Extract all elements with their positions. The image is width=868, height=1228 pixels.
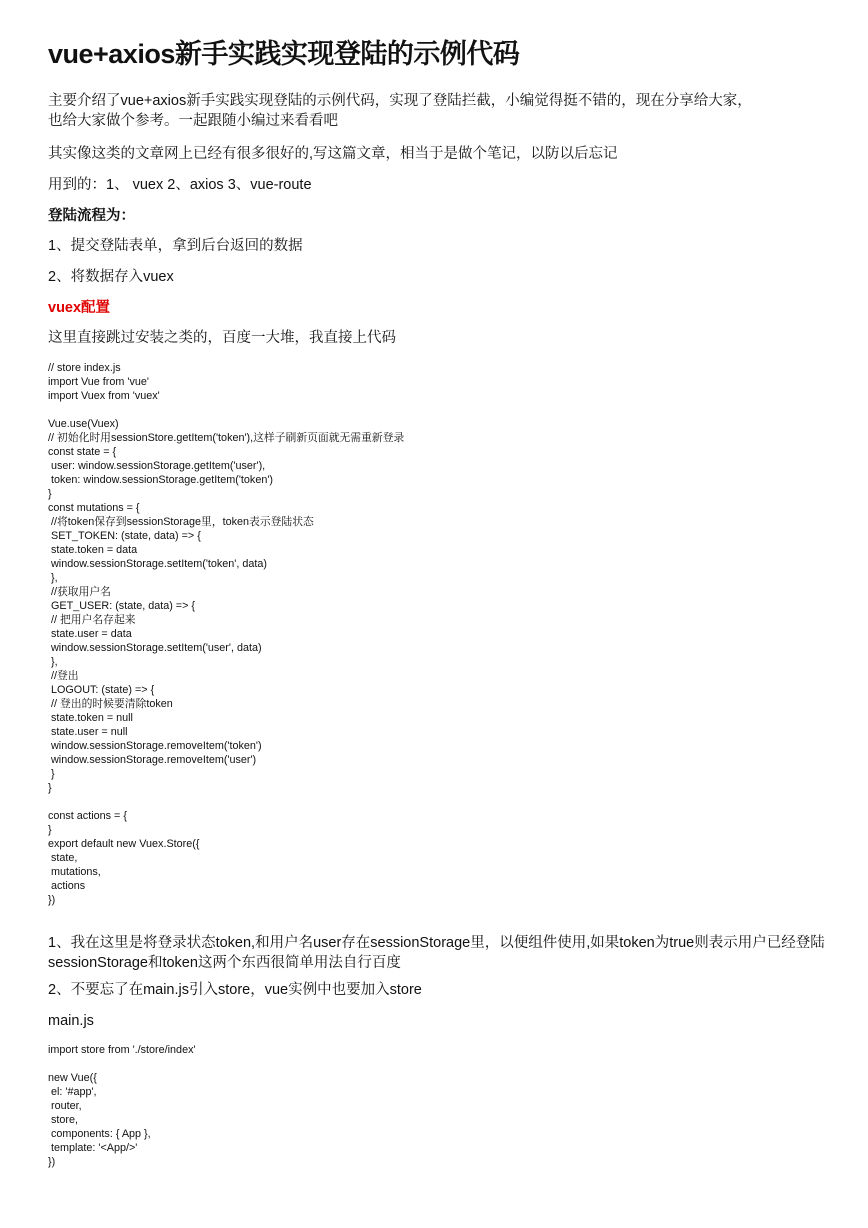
note-2: 2、不要忘了在main.js引入store，vue实例中也要加入store — [48, 982, 422, 998]
code-line: state.user = data — [48, 628, 132, 640]
code-line: // 初始化时用sessionStore.getItem('token'),这样子刷新页面就无需重新登录 — [48, 432, 405, 444]
page-title: vue+axios新手实践实现登陆的示例代码 — [48, 39, 520, 69]
paragraph-note-purpose: 其实像这类的文章网上已经有很多很好的,写这篇文章，相当于是做个笔记，以防以后忘记 — [48, 146, 618, 162]
code-line: window.sessionStorage.removeItem('token') — [48, 740, 262, 752]
paragraph-tools-used: 用到的：1、 vuex 2、axios 3、vue-route — [48, 177, 312, 193]
code-block-store — [48, 361, 404, 907]
intro-paragraph: 主要介绍了vue+axios新手实践实现登陆的示例代码，实现了登陆拦截，小编觉得挺不错的，现在分享给大家， 也给大家做个参考。一起跟随小编过来看看吧 — [48, 93, 752, 129]
code-line: components: { App }, — [48, 1128, 151, 1140]
code-line: SET_TOKEN: (state, data) => { — [48, 530, 201, 542]
code-line: LOGOUT: (state) => { — [48, 684, 155, 696]
code-block-main — [48, 1043, 196, 1169]
code-line: router, — [48, 1100, 82, 1112]
step-1: 1、提交登陆表单，拿到后台返回的数据 — [48, 238, 303, 254]
code-line: import Vuex from 'vuex' — [48, 390, 160, 402]
code-line: user: window.sessionStorage.getItem('user'), — [48, 460, 266, 472]
code-line: actions — [48, 880, 86, 892]
code-line: }, — [48, 656, 58, 668]
code-line: } — [48, 488, 52, 500]
code-line: const mutations = { — [48, 502, 140, 514]
code-line: token: window.sessionStorage.getItem('token') — [48, 474, 273, 486]
code-line: new Vue({ — [48, 1072, 97, 1084]
code-line: // 把用户名存起来 — [48, 614, 136, 626]
code-line: window.sessionStorage.removeItem('user') — [48, 754, 257, 766]
paragraph-skip-install: 这里直接跳过安装之类的，百度一大堆，我直接上代码 — [48, 330, 396, 346]
note-1: 1、我在这里是将登录状态token,和用户名user存在sessionStorage里，以便组件使用,如果token为true则表示用户已经登陆 sessionStorage和token这两个东西很简单用法自行百度 — [48, 935, 825, 971]
code-line: const state = { — [48, 446, 117, 458]
code-line: }) — [48, 894, 56, 906]
code-line: }, — [48, 572, 58, 584]
code-line: export default new Vuex.Store({ — [48, 838, 200, 850]
code-line: Vue.use(Vuex) — [48, 418, 119, 430]
code-line: GET_USER: (state, data) => { — [48, 600, 196, 612]
code-line: el: '#app', — [48, 1086, 97, 1098]
code-line: state, — [48, 852, 78, 864]
mainjs-label: main.js — [48, 1013, 94, 1029]
code-line: store, — [48, 1114, 79, 1126]
code-line: } — [48, 768, 55, 780]
code-line: } — [48, 782, 52, 794]
code-line: // store index.js — [48, 362, 121, 374]
code-line: window.sessionStorage.setItem('user', data) — [48, 642, 262, 654]
code-line: mutations, — [48, 866, 101, 878]
code-line: //登出 — [48, 670, 79, 682]
code-line: // 登出的时候要清除token — [48, 698, 173, 710]
login-flow-heading: 登陆流程为： — [48, 208, 135, 224]
vuex-config-heading: vuex配置 — [48, 300, 111, 316]
code-line — [48, 1057, 196, 1071]
code-line — [48, 795, 404, 809]
code-line: template: '<App/>' — [48, 1142, 138, 1154]
code-line: import store from './store/index' — [48, 1044, 196, 1056]
code-line: window.sessionStorage.setItem('token', data) — [48, 558, 267, 570]
step-2: 2、将数据存入vuex — [48, 269, 174, 285]
code-line — [48, 403, 404, 417]
code-line: state.token = data — [48, 544, 138, 556]
code-line: //获取用户名 — [48, 586, 111, 598]
code-line: } — [48, 824, 52, 836]
code-line: const actions = { — [48, 810, 127, 822]
code-line: }) — [48, 1156, 56, 1168]
code-line: state.user = null — [48, 726, 128, 738]
code-line: import Vue from 'vue' — [48, 376, 149, 388]
code-line: state.token = null — [48, 712, 133, 724]
code-line: //将token保存到sessionStorage里，token表示登陆状态 — [48, 516, 314, 528]
